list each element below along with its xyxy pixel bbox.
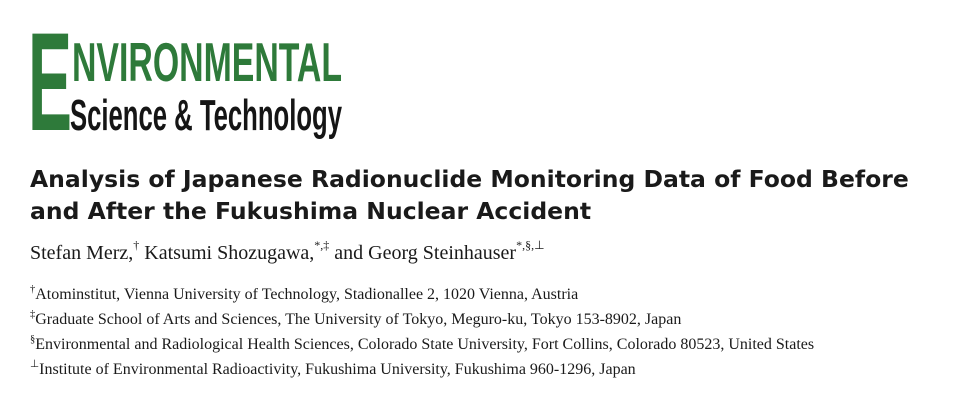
journal-logo xyxy=(28,3,348,160)
author-list xyxy=(30,240,930,266)
affiliation-item xyxy=(30,282,950,307)
author-name: Stefan Merz, xyxy=(30,242,134,264)
author-name: and Georg Steinhauser xyxy=(334,242,517,264)
author-name: Katsumi Shozugawa, xyxy=(144,242,315,264)
affiliation-mark: ‡ xyxy=(30,308,36,320)
affiliation-list xyxy=(30,282,950,382)
affiliation-mark: † xyxy=(30,283,36,295)
affiliation-text: Graduate School of Arts and Sciences, The University of Tokyo, Meguro-ku, Tokyo 153-8902, Japan xyxy=(35,311,682,328)
logo-initial-e: E xyxy=(28,3,72,160)
affiliation-text: Institute of Environmental Radioactivity, Fukushima University, Fukushima 960-1296, Japan xyxy=(39,361,636,378)
affiliation-item xyxy=(30,332,950,357)
affiliation-item xyxy=(30,307,950,332)
affiliation-text: Atominstitut, Vienna University of Technology, Stadionallee 2, 1020 Vienna, Austria xyxy=(35,286,579,303)
article-title: Analysis of Japanese Radionuclide Monitoring Data of Food Before and After the Fukushima Nuclear Accident xyxy=(30,165,909,225)
author-marks: *,‡ xyxy=(314,238,330,253)
logo-line-science-technology: Science & Technology xyxy=(70,91,343,140)
author-marks: † xyxy=(133,238,140,253)
logo-line-environmental: NVIRONMENTAL xyxy=(72,31,342,93)
author-marks: *,§,⊥ xyxy=(516,238,545,253)
affiliation-mark: ⊥ xyxy=(30,358,40,370)
affiliation-mark: § xyxy=(30,333,36,345)
affiliation-item xyxy=(30,357,950,382)
affiliation-text: Environmental and Radiological Health Sciences, Colorado State University, Fort Collins, Colorado 80523, United States xyxy=(35,336,815,353)
